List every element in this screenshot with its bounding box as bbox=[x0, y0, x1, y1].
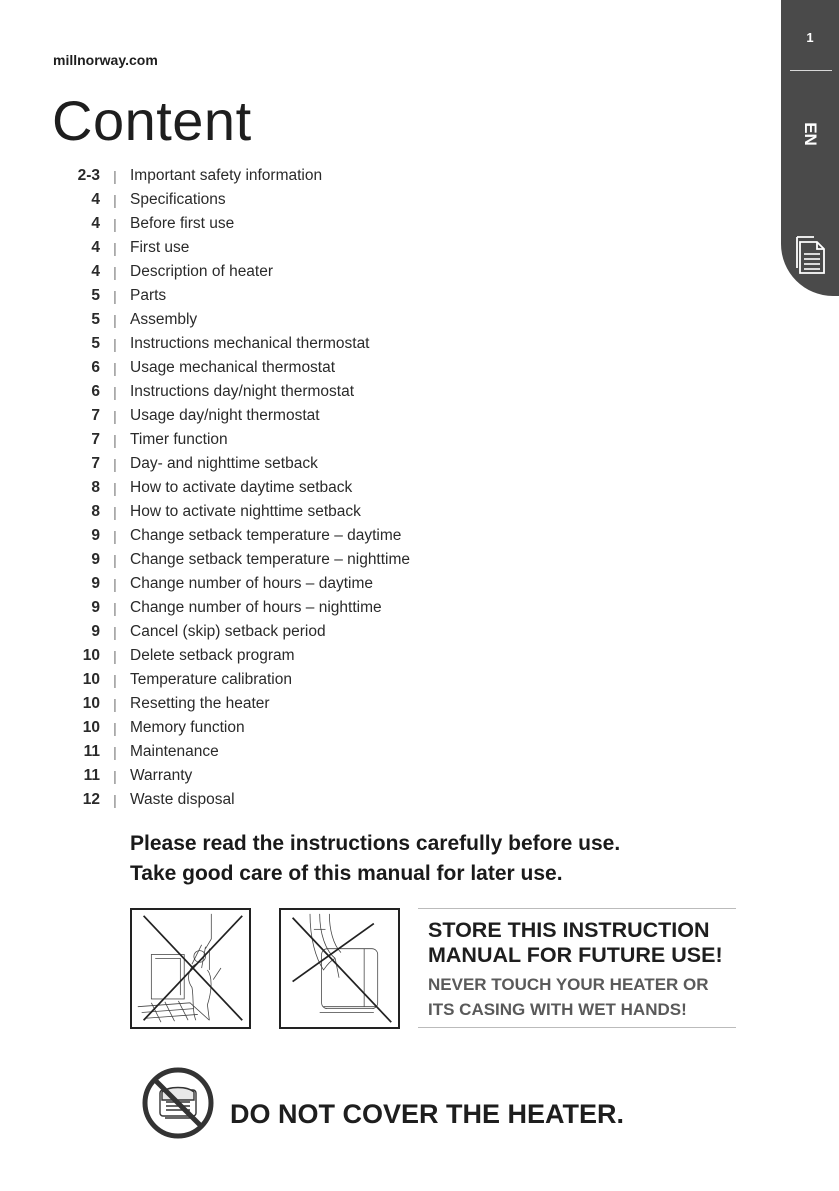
toc-page-number: 6 bbox=[91, 383, 100, 400]
toc-page-number: 5 bbox=[91, 287, 100, 304]
toc-entry bbox=[60, 332, 410, 356]
toc-separator: | bbox=[113, 216, 117, 232]
toc-label: Assembly bbox=[130, 311, 198, 328]
toc-separator: | bbox=[113, 600, 117, 616]
toc-entry bbox=[60, 260, 410, 284]
toc-page-number: 11 bbox=[83, 767, 100, 784]
toc-page-number: 9 bbox=[91, 575, 100, 592]
notice-line-1: Please read the instructions carefully before use. bbox=[130, 832, 621, 855]
toc-separator: | bbox=[113, 552, 117, 568]
toc-separator: | bbox=[113, 360, 117, 376]
warning-box bbox=[418, 908, 736, 1028]
toc-separator: | bbox=[113, 312, 117, 328]
toc-separator: | bbox=[113, 240, 117, 256]
toc-separator: | bbox=[113, 648, 117, 664]
tab-divider bbox=[790, 70, 832, 71]
toc-separator: | bbox=[113, 408, 117, 424]
toc-separator: | bbox=[113, 456, 117, 472]
store-line-2: MANUAL FOR FUTURE USE! bbox=[428, 943, 723, 967]
toc-separator: | bbox=[113, 504, 117, 520]
toc-label: Change setback temperature – daytime bbox=[130, 527, 402, 544]
toc-label: Day- and nighttime setback bbox=[130, 455, 318, 472]
store-manual-warning bbox=[428, 918, 723, 968]
toc-label: Resetting the heater bbox=[130, 695, 270, 712]
toc-separator: | bbox=[113, 744, 117, 760]
toc-separator: | bbox=[113, 192, 117, 208]
toc-entry bbox=[60, 644, 410, 668]
toc-separator: | bbox=[113, 528, 117, 544]
toc-page-number: 4 bbox=[91, 215, 100, 232]
language-label: EN bbox=[801, 122, 820, 146]
toc-label: Change number of hours – nighttime bbox=[130, 599, 382, 616]
toc-entry bbox=[60, 764, 410, 788]
table-of-contents bbox=[60, 164, 410, 812]
toc-page-number: 11 bbox=[83, 743, 100, 760]
toc-entry bbox=[60, 788, 410, 812]
toc-entry bbox=[60, 356, 410, 380]
toc-entry bbox=[60, 716, 410, 740]
toc-label: First use bbox=[130, 239, 190, 256]
toc-separator: | bbox=[113, 288, 117, 304]
toc-page-number: 9 bbox=[91, 551, 100, 568]
toc-entry bbox=[60, 164, 410, 188]
toc-entry bbox=[60, 404, 410, 428]
toc-entry bbox=[60, 668, 410, 692]
toc-label: Important safety information bbox=[130, 167, 323, 184]
toc-separator: | bbox=[113, 384, 117, 400]
toc-entry bbox=[60, 380, 410, 404]
toc-label: How to activate daytime setback bbox=[130, 479, 353, 496]
toc-page-number: 7 bbox=[91, 407, 100, 424]
site-url: millnorway.com bbox=[53, 52, 158, 68]
toc-label: Delete setback program bbox=[130, 647, 295, 664]
toc-entry bbox=[60, 620, 410, 644]
toc-page-number: 4 bbox=[91, 239, 100, 256]
toc-label: Maintenance bbox=[130, 743, 219, 760]
wet-hands-warning bbox=[428, 972, 709, 1022]
toc-page-number: 2-3 bbox=[77, 167, 100, 184]
toc-page-number: 8 bbox=[91, 503, 100, 520]
toc-entry bbox=[60, 548, 410, 572]
toc-entry bbox=[60, 476, 410, 500]
toc-separator: | bbox=[113, 768, 117, 784]
do-not-cover-warning: DO NOT COVER THE HEATER. bbox=[230, 1099, 625, 1129]
toc-entry bbox=[60, 740, 410, 764]
toc-entry bbox=[60, 692, 410, 716]
toc-label: Change setback temperature – nighttime bbox=[130, 551, 411, 568]
toc-label: Specifications bbox=[130, 191, 226, 208]
toc-label: Waste disposal bbox=[130, 791, 235, 808]
do-not-cover-icon bbox=[141, 1066, 215, 1140]
toc-label: Change number of hours – daytime bbox=[130, 575, 373, 592]
toc-page-number: 6 bbox=[91, 359, 100, 376]
toc-entry bbox=[60, 596, 410, 620]
toc-label: Before first use bbox=[130, 215, 235, 232]
toc-label: How to activate nighttime setback bbox=[130, 503, 361, 520]
toc-page-number: 12 bbox=[82, 791, 100, 808]
toc-separator: | bbox=[113, 576, 117, 592]
toc-separator: | bbox=[113, 336, 117, 352]
toc-label: Description of heater bbox=[130, 263, 274, 280]
toc-label: Usage mechanical thermostat bbox=[130, 359, 336, 376]
toc-page-number: 9 bbox=[91, 527, 100, 544]
toc-page-number: 10 bbox=[82, 647, 100, 664]
page-number: 1 bbox=[806, 30, 814, 45]
toc-entry bbox=[60, 428, 410, 452]
no-shower-icon bbox=[130, 908, 251, 1029]
touch-line-2: ITS CASING WITH WET HANDS! bbox=[428, 1000, 687, 1019]
store-line-1: STORE THIS INSTRUCTION bbox=[428, 918, 710, 942]
toc-separator: | bbox=[113, 168, 117, 184]
toc-entry bbox=[60, 308, 410, 332]
no-towel-icon bbox=[279, 908, 400, 1029]
side-tab bbox=[781, 0, 839, 296]
toc-page-number: 4 bbox=[91, 191, 100, 208]
toc-label: Instructions day/night thermostat bbox=[130, 383, 355, 400]
read-instructions-notice bbox=[130, 829, 620, 889]
toc-page-number: 8 bbox=[91, 479, 100, 496]
toc-entry bbox=[60, 212, 410, 236]
toc-separator: | bbox=[113, 432, 117, 448]
notice-line-2: Take good care of this manual for later use. bbox=[130, 862, 563, 885]
toc-label: Cancel (skip) setback period bbox=[130, 623, 326, 640]
toc-label: Parts bbox=[130, 287, 167, 304]
toc-label: Timer function bbox=[130, 431, 228, 448]
toc-page-number: 10 bbox=[82, 695, 100, 712]
toc-label: Usage day/night thermostat bbox=[130, 407, 320, 424]
toc-page-number: 10 bbox=[82, 719, 100, 736]
toc-separator: | bbox=[113, 720, 117, 736]
toc-separator: | bbox=[113, 672, 117, 688]
toc-label: Memory function bbox=[130, 719, 245, 736]
toc-entry bbox=[60, 188, 410, 212]
toc-entry bbox=[60, 236, 410, 260]
document-icon bbox=[795, 234, 829, 276]
toc-page-number: 10 bbox=[82, 671, 100, 688]
toc-label: Warranty bbox=[130, 767, 193, 784]
toc-entry bbox=[60, 524, 410, 548]
toc-entry bbox=[60, 500, 410, 524]
toc-separator: | bbox=[113, 696, 117, 712]
toc-label: Instructions mechanical thermostat bbox=[130, 335, 370, 352]
toc-separator: | bbox=[113, 792, 117, 808]
toc-label: Temperature calibration bbox=[130, 671, 292, 688]
toc-page-number: 5 bbox=[91, 311, 100, 328]
toc-page-number: 4 bbox=[91, 263, 100, 280]
toc-page-number: 5 bbox=[91, 335, 100, 352]
toc-page-number: 9 bbox=[91, 599, 100, 616]
toc-separator: | bbox=[113, 624, 117, 640]
toc-page-number: 7 bbox=[91, 455, 100, 472]
toc-entry bbox=[60, 284, 410, 308]
page-title: Content bbox=[52, 89, 252, 152]
touch-line-1: NEVER TOUCH YOUR HEATER OR bbox=[428, 975, 709, 994]
toc-page-number: 9 bbox=[91, 623, 100, 640]
toc-separator: | bbox=[113, 264, 117, 280]
toc-separator: | bbox=[113, 480, 117, 496]
toc-page-number: 7 bbox=[91, 431, 100, 448]
toc-entry bbox=[60, 452, 410, 476]
toc-entry bbox=[60, 572, 410, 596]
